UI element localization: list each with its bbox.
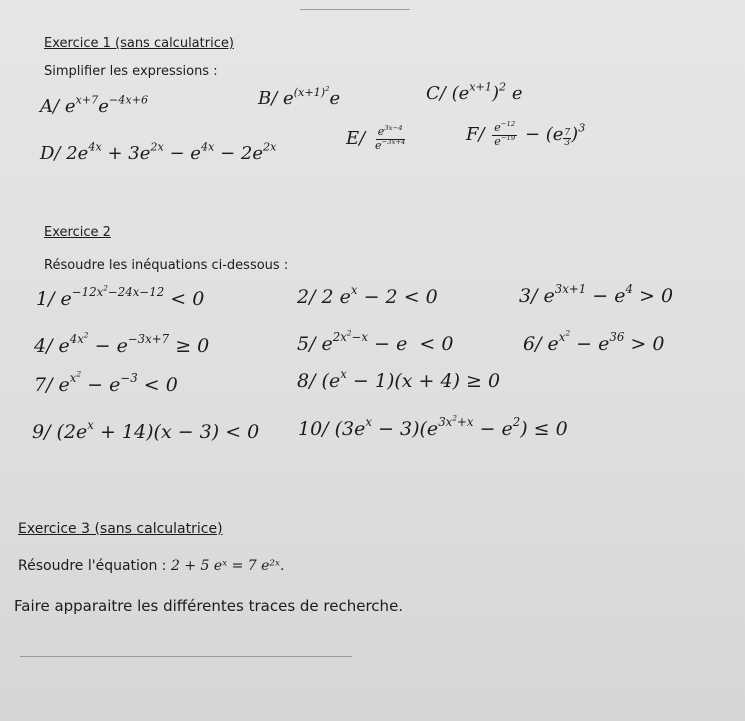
exercise-3-title: Exercice 3 (sans calculatrice) (18, 521, 223, 537)
label-6: 6/ (523, 333, 542, 355)
label-f: F/ (466, 124, 485, 146)
math-9: $(2e^x + 14)(x - 3) < 0$ (56, 418, 260, 443)
inequation-8 (297, 367, 501, 392)
inequation-4 (34, 330, 210, 357)
inequation-1 (36, 283, 205, 310)
exercise-2-instruction: Résoudre les inéquations ci-dessous : (44, 258, 289, 273)
label-10: 10/ (298, 418, 329, 440)
inequation-5 (297, 328, 454, 355)
label-1: 1/ (36, 288, 55, 310)
math-d: $2e^{4x} + 3e^{2x} - e^{4x} - 2e^{2x}$ (66, 140, 277, 164)
label-4: 4/ (34, 335, 53, 357)
expression-b (258, 84, 341, 109)
math-2: 2 $e^x - 2 < 0$ (321, 283, 438, 308)
exercise-3-instruction: Résoudre l'équation : (18, 558, 167, 574)
math-7: $e^{x^2} - e^{-3} < 0$ (58, 369, 178, 396)
label-b: B/ (258, 88, 278, 109)
exercise-3-note: Faire apparaitre les différentes traces de recherche. (14, 597, 404, 615)
expression-a (40, 93, 149, 117)
exercise-1-title: Exercice 1 (sans calculatrice) (44, 36, 234, 51)
math-1: $e^{-12x^2-24x-12} < 0$ (60, 283, 205, 310)
expression-e (346, 123, 409, 152)
exercise-3-statement (18, 558, 284, 574)
math-e: $\frac{e^{3x-4}}{e^{-3x+4}}$ (374, 123, 406, 152)
math-a: $e^{x+7}e^{-4x+6}$ (64, 93, 149, 117)
inequation-3 (519, 282, 674, 307)
inequation-10 (298, 413, 568, 440)
math-f-rest: − (e $\frac{7}{3}$ )$^3$ (524, 121, 586, 149)
label-8: 8/ (297, 370, 316, 392)
math-f-fraction: $\frac{e^{-12}}{e^{-19}}$ (494, 119, 516, 148)
math-5: $e^{2x^2-x} - e < 0$ (321, 328, 454, 355)
label-a: A/ (40, 96, 60, 117)
label-7: 7/ (34, 374, 53, 396)
label-e: E/ (346, 128, 366, 150)
exercise-3-equation: 2 + 5 eˣ = 7 e²ˣ. (170, 558, 285, 574)
math-3: $e^{3x+1} - e^4 > 0$ (543, 282, 674, 307)
expression-d (40, 140, 277, 164)
label-3: 3/ (519, 285, 538, 307)
math-b: $e^{(x+1)^2}e$ (283, 84, 341, 109)
math-10: $(3e^x - 3)(e^{3x^2+x} - e^2) \le 0$ (334, 413, 568, 440)
math-c: $(e^{x+1})^2$ e (451, 80, 523, 104)
inequation-6 (523, 328, 665, 355)
expression-f (466, 119, 586, 149)
exercise-2-title: Exercice 2 (44, 225, 111, 240)
label-2: 2/ (297, 286, 316, 308)
bottom-divider (20, 656, 352, 657)
top-divider (300, 9, 410, 10)
math-8: $(e^x - 1)(x + 4) \ge 0$ (321, 367, 501, 392)
math-6: $e^{x^2} - e^{36} > 0$ (547, 328, 665, 355)
math-4: $e^{4x^2} - e^{-3x+7} \ge 0$ (58, 330, 210, 357)
label-c: C/ (426, 83, 446, 104)
label-d: D/ (40, 143, 61, 164)
expression-c (426, 80, 523, 104)
inequation-9 (32, 418, 260, 443)
exercise-1-instruction: Simplifier les expressions : (44, 64, 218, 79)
label-5: 5/ (297, 333, 316, 355)
label-9: 9/ (32, 421, 51, 443)
inequation-2 (297, 283, 438, 308)
inequation-7 (34, 369, 178, 396)
